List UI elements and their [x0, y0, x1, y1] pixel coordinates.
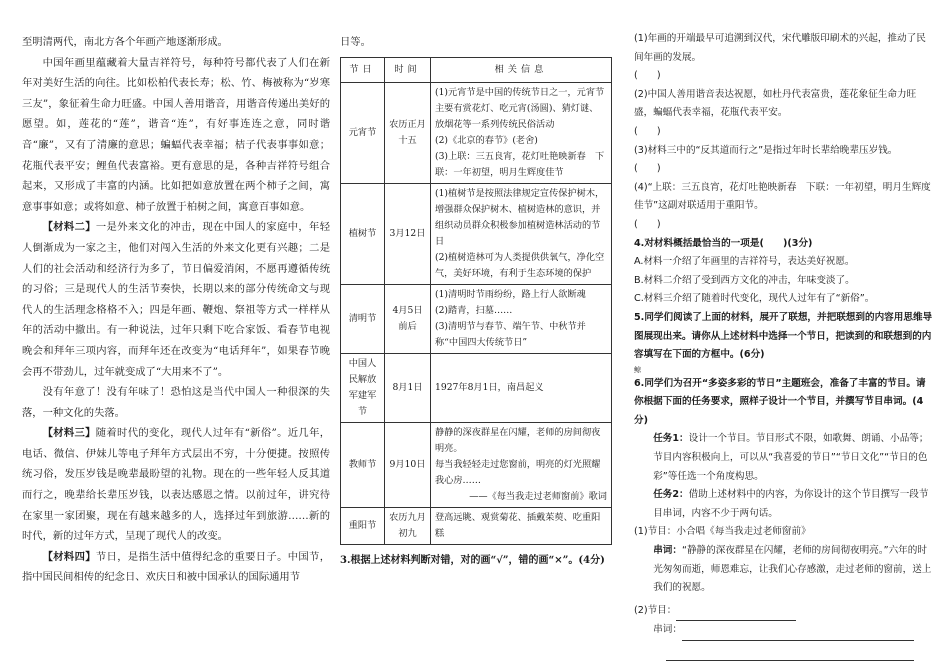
- task-2-label: 任务2：: [653, 489, 689, 501]
- answer-paren[interactable]: ( ): [634, 70, 661, 82]
- info-line: (1)元宵节是中国的传统节日之一，元宵节主要有赏花灯、吃元宵(汤圆)、猜灯谜、放烟花等一系列传统民俗活动: [435, 86, 605, 130]
- task-2-text: 借助上述材料中的内容，为你设计的这个节目撰写一段节目串词，内容不少于两句话。: [653, 489, 929, 519]
- header-info: 相关信息: [431, 57, 612, 82]
- question-6: 6.同学们为召开“多姿多彩的节日”主题班会，准备了丰富的节目。请你根据下面的任务要求，照样子设计一个节目，并撰写节目串词。(4分): [634, 377, 926, 426]
- material-three: [22, 423, 330, 547]
- answer-script-line: [634, 621, 934, 641]
- header-time: 时间: [385, 57, 431, 82]
- judgement-4: (4)“上联：三五良宵，花灯吐艳映新春 下联：一年初望，明月生辉度佳节”这副对联适用于重阳节。: [634, 181, 931, 212]
- festival-info: [431, 422, 612, 507]
- table-row-arbor: [341, 183, 612, 284]
- info-line: (3)清明节与春节、端午节、中秋节并称“中国四大传统节日”: [435, 320, 586, 348]
- task-2: [634, 486, 934, 523]
- paragraph-auspicious-symbols: 中国年画里蕴藏着大量吉祥符号，每种符号都代表了人们在新年对美好生活的向往。比如松柏代表长寿；松、竹、梅被称为“岁寒三友”，象征着生命力旺盛。中国人善用谐音，用谐音传递出美好的愿望。如，莲花的“莲”，谐音“连”，有好事连连之意，同时谐音“廉”，又有了清廉的意思；蝙蝠代表幸福；桔子代表事事如意；花瓶代表平安；鲤鱼代表富裕。更有意思的是，各种吉祥符号组合起来，又形成了丰富的内涵。比如把如意放置在两个柿子之间，寓意事事如意；或将如意、柿子放置于柏树之间，寓意百事如意。: [22, 56, 330, 213]
- festival-table-column: [340, 32, 612, 571]
- questions-column: [634, 30, 934, 661]
- festival-info-table: [340, 57, 612, 545]
- script-blank[interactable]: [682, 621, 914, 641]
- option-b[interactable]: B.材料二介绍了受到西方文化的冲击，年味变淡了。: [634, 274, 855, 286]
- festival-name: 教师节: [341, 422, 385, 507]
- info-line: (1)清明时节雨纷纷，路上行人欲断魂: [435, 288, 586, 300]
- festival-name: 重阳节: [341, 507, 385, 544]
- table-row-double-ninth: [341, 507, 612, 544]
- festival-info: [431, 507, 612, 544]
- answer-program-label: (2)节目：: [634, 604, 677, 616]
- info-line: (1)植树节是按照法律规定宣传保护树木，增强群众保护树木、植树造林的意识，并组织动员群众积极参加植树造林活动的节日: [435, 187, 605, 247]
- song-credit: ——《每当我走过老师窗前》歌词: [469, 490, 607, 502]
- option-a[interactable]: A.材料一介绍了年画里的吉祥符号，表达美好祝愿。: [634, 256, 855, 268]
- option-c[interactable]: C.材料三介绍了随着时代变化，现代人过年有了“新俗”。: [634, 293, 875, 305]
- answer-script-line-2: [634, 641, 934, 661]
- material-two-label: 【材料二】: [42, 221, 96, 234]
- info-line: (2)植树造林可为人类提供供氧气，净化空气，美好环境，有利于生态环境的保护: [435, 251, 605, 279]
- judgement-3: (3)材料三中的“反其道而行之”是指过年时长辈给晚辈压岁钱。: [634, 144, 898, 156]
- reading-column-left: [22, 32, 330, 588]
- question-4: 4.对材料概括最恰当的一项是( )(3分): [634, 237, 813, 249]
- info-line: (2)《北京的春节》(老舍): [435, 134, 538, 146]
- festival-name: 中国人民解放军建军节: [341, 353, 385, 422]
- paragraph-intro: 至明清两代，南北方各个年画产地逐渐形成。: [22, 36, 228, 48]
- festival-time: 3月12日: [385, 183, 431, 284]
- header-festival: 节日: [341, 57, 385, 82]
- info-line: (3)上联：三五良宵，花灯吐艳映新春 下联：一年初望，明月生辉度佳节: [435, 150, 605, 178]
- program-blank[interactable]: [676, 602, 796, 622]
- table-row-qingming: [341, 284, 612, 353]
- festival-time: 农历九月初九: [385, 507, 431, 544]
- example-script: [634, 542, 934, 598]
- festival-time: 农历正月十五: [385, 82, 431, 183]
- festival-time: 4月5日前后: [385, 284, 431, 353]
- task-1-label: 任务1：: [653, 433, 689, 445]
- material-four: [22, 547, 330, 588]
- material-two: [22, 217, 330, 382]
- material-three-text: 随着时代的变化，现代人过年有“新俗”。近几年，电话、微信、伊妹儿等电子拜年方式层出不穷，十分便捷。按照传统习俗，发压岁钱是晚辈最盼望的礼物。现在的一些年轻人反其道而行之，晚辈给长辈压岁钱，以表达感恩之情。以前过年，讲究待在家里一家团聚，现在有越来越多的人，选择过年到旅游……新的时代，新的过年方式，呈现了现代人的改变。: [22, 427, 331, 543]
- material-three-label: 【材料三】: [42, 427, 96, 440]
- script-blank-2[interactable]: [666, 641, 914, 661]
- answer-paren[interactable]: ( ): [634, 163, 661, 175]
- answer-paren[interactable]: ( ): [634, 125, 661, 137]
- answer-paren[interactable]: ( ): [634, 218, 661, 230]
- festival-time: 8月1日: [385, 353, 431, 422]
- table-lead-text: 日等。: [340, 36, 371, 48]
- festival-time: 9月10日: [385, 422, 431, 507]
- festival-name: 植树节: [341, 183, 385, 284]
- material-four-label: 【材料四】: [42, 550, 96, 563]
- info-line: 登高远眺、观赏菊花、插戴茱萸、吃重阳糕: [435, 511, 601, 539]
- answer-script-label: 串词：: [653, 624, 682, 636]
- answer-program-line: [634, 602, 934, 622]
- question-5-mark: 鲸: [634, 365, 641, 374]
- example-program-title: (1)节目：小合唱《每当我走过老师窗前》: [634, 526, 811, 538]
- festival-info: [431, 82, 612, 183]
- festival-info: [431, 284, 612, 353]
- info-line: 静静的深夜群星在闪耀，老师的房间彻夜明亮。: [435, 426, 601, 454]
- info-line: 1927年8月1日，南昌起义: [435, 381, 544, 393]
- material-two-text: 一是外来文化的冲击，现在中国人的家庭中，年轻人倒渐成为一家之主，他们对闯入生活的外来文化更有兴趣；二是人们的社会活动和经济行为多了，节日偏爱消闲，不愿再遵循传统的习俗；三是现代人的生活节奏快，长期以来的部分传统命文与现代人的生活理念格格不入；四是年画、鞭炮、祭祖等方式一样样从年的活动中撤出。有一种说法，过年只剩下吃合家饭、看春节电视晚会和拜年三项内容，而拜年还在改变为“电话拜年”，如果春节晚会再不带劲儿，过年就变成了“大用来不了”。: [22, 221, 331, 378]
- festival-name: 清明节: [341, 284, 385, 353]
- info-line: (2)踏青，扫墓……: [435, 304, 513, 316]
- table-row-army-day: [341, 353, 612, 422]
- festival-info: [431, 183, 612, 284]
- judgement-2: (2)中国人善用谐音表达祝愿，如杜丹代表富贵，莲花象征生命力旺盛，蝙蝠代表幸福，花瓶代表平安。: [634, 88, 917, 119]
- judgement-1: (1)年画的开端最早可追溯到汉代，宋代雕版印刷术的兴起，推动了民间年画的发展。: [634, 33, 926, 63]
- festival-info: [431, 353, 612, 422]
- info-line: 每当我轻轻走过您窗前，明亮的灯光照耀我心房……: [435, 458, 601, 486]
- table-row-teachers-day: [341, 422, 612, 507]
- paragraph-lost-new-year: 没有年意了！没有年味了！恐怕这是当代中国人一种很深的失落，一种文化的失落。: [22, 386, 330, 419]
- task-1-text: 设计一个节目。节目形式不限，如歌舞、朗诵、小品等；节目内容积极向上，可以从“我喜爱的节日”“节日文化”“节日的色彩”等任选一个角度构思。: [653, 433, 929, 482]
- festival-name: 元宵节: [341, 82, 385, 183]
- example-script-label: 串词：: [653, 545, 682, 557]
- question-3: 3.根据上述材料判断对错，对的画“√”，错的画“×”。(4分): [340, 554, 605, 566]
- table-row-lantern: [341, 82, 612, 183]
- example-script-text: “静静的深夜群星在闪耀，老师的房间彻夜明亮。”六年的时光匆匆而逝，师恩难忘，让我们心存感激，走过老师的窗前，送上我们的祝愿。: [653, 545, 932, 594]
- material-four-text: 节日，是指生活中值得纪念的重要日子。中国节，指中国民间相传的纪念日、欢庆日和被中国承认的国际通用节: [22, 550, 331, 584]
- question-5: 5.同学们阅读了上面的材料，展开了联想，并把联想到的内容用思维导图展现出来。请你从上述材料中选择一个节日，把读到的和联想到的内容填写在下面的方框中。(6分): [634, 311, 933, 361]
- table-header-row: [341, 57, 612, 82]
- task-1: [634, 430, 934, 486]
